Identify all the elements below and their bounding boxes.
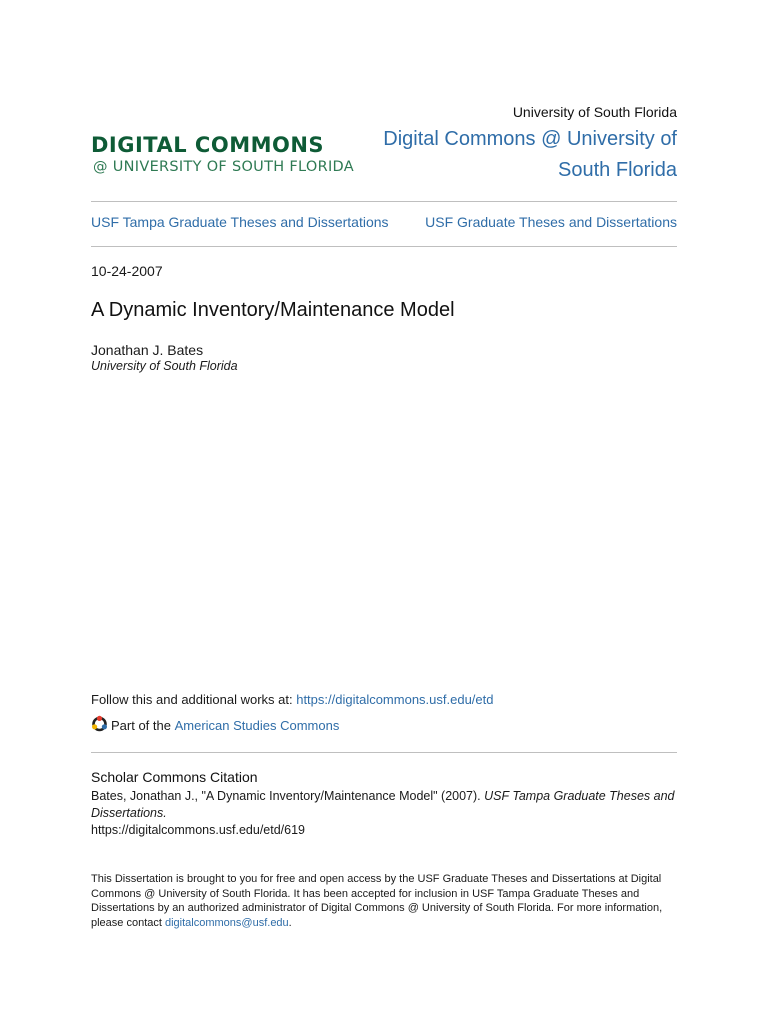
collection-link-graduate[interactable]: USF Graduate Theses and Dissertations: [425, 214, 677, 230]
follow-prefix: Follow this and additional works at:: [91, 692, 297, 707]
notice-text: This Dissertation is brought to you for free and open access by the USF Graduate Theses and Dissertations at Digital Commons @ University of South Florida. It has been accepted for inclusion in USF Tampa Graduate Theses and Dissertations by an authorized administrator of Digital Commons @ University of South Florida. For more information, please contact: [91, 873, 663, 930]
document-title: A Dynamic Inventory/Maintenance Model: [91, 299, 455, 321]
follow-url-link[interactable]: https://digitalcommons.usf.edu/etd: [296, 692, 494, 707]
contact-email-link[interactable]: digitalcommons@usf.edu: [165, 917, 289, 930]
digital-commons-logo[interactable]: [91, 133, 371, 183]
repository-line-1: Digital Commons @ University of: [383, 128, 677, 150]
publication-date: 10-24-2007: [91, 263, 163, 279]
follow-line: [91, 692, 494, 707]
part-of-line: [91, 715, 339, 735]
divider: [91, 246, 677, 247]
american-studies-commons-link[interactable]: American Studies Commons: [174, 717, 340, 733]
divider: [91, 752, 677, 753]
citation-heading: Scholar Commons Citation: [91, 769, 258, 785]
repository-link[interactable]: [377, 124, 677, 186]
citation-text: [91, 788, 677, 822]
citation-main: Bates, Jonathan J., "A Dynamic Inventory/Maintenance Model" (2007).: [91, 789, 485, 803]
access-notice: [91, 872, 681, 931]
notice-end: .: [288, 917, 292, 930]
network-icon: [91, 715, 111, 735]
university-name: University of South Florida: [512, 104, 677, 120]
partof-prefix: Part of the: [111, 717, 171, 733]
citation-url: https://digitalcommons.usf.edu/etd/619: [91, 823, 306, 837]
author-affiliation: University of South Florida: [91, 359, 238, 373]
logo-title: DIGITAL COMMONS: [91, 133, 325, 157]
collection-link-tampa[interactable]: USF Tampa Graduate Theses and Dissertations: [91, 214, 389, 230]
divider: [91, 201, 677, 202]
author-name: Jonathan J. Bates: [91, 342, 204, 358]
citation-series: USF Tampa Graduate Theses and Dissertations.: [91, 789, 675, 820]
repository-line-2: South Florida: [558, 159, 677, 181]
logo-subtitle: @ UNIVERSITY OF SOUTH FLORIDA: [93, 159, 354, 175]
